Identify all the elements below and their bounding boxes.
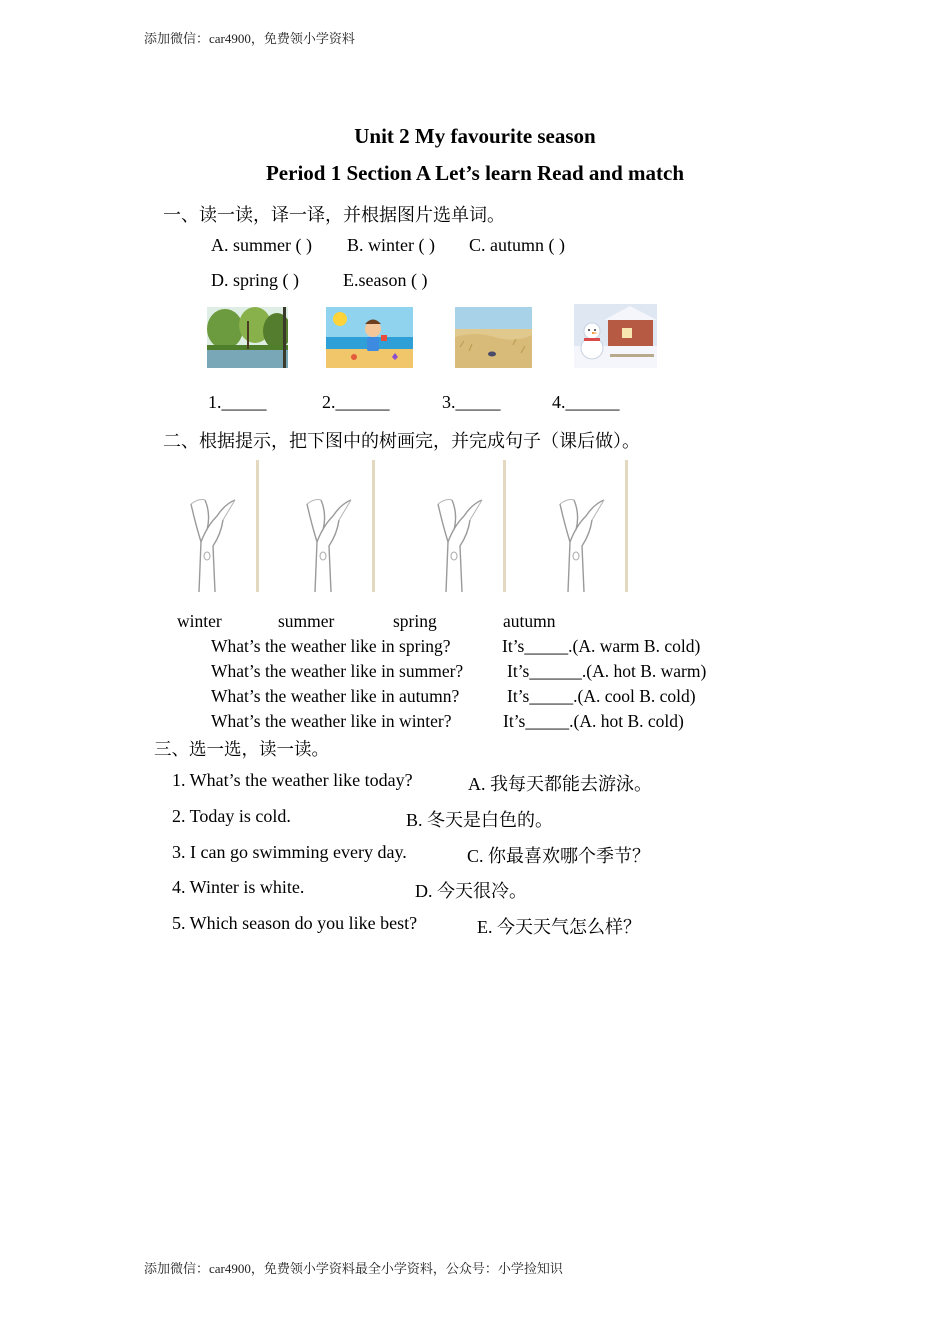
match-left-5: 5. Which season do you like best? <box>172 913 418 933</box>
page-header: 添加微信：car4900，免费领小学资料 <box>144 31 355 46</box>
unit-title: Unit 2 My favourite season <box>354 124 596 148</box>
tree-outline-autumn[interactable] <box>546 460 628 592</box>
blank-3[interactable]: 3._____ <box>442 392 501 412</box>
blank-4[interactable]: 4.______ <box>552 392 620 412</box>
tree-outline-spring[interactable] <box>424 460 506 592</box>
match-right-b: B. 冬天是白色的。 <box>406 810 554 830</box>
weather-answer-summer: It’s______.(A. hot B. warm) <box>507 661 707 681</box>
page-footer: 添加微信：car4900，免费领小学资料最全小学资料，公众号：小学捡知识 <box>144 1261 563 1276</box>
section3-heading: 三、选一选，读一读。 <box>154 739 329 759</box>
match-left-4: 4. Winter is white. <box>172 877 305 897</box>
section2-heading: 二、根据提示，把下图中的树画完，并完成句子（课后做）。 <box>163 431 640 451</box>
spring-picture <box>207 307 288 368</box>
autumn-picture <box>455 307 532 368</box>
period-title: Period 1 Section A Let’s learn Read and match <box>265 161 685 185</box>
word-option-a: A. summer ( ) <box>211 235 312 255</box>
season-label-winter: winter <box>177 611 222 631</box>
match-right-e: E. 今天天气怎么样？ <box>477 917 641 937</box>
weather-question-summer: What’s the weather like in summer? <box>211 661 464 681</box>
word-option-b: B. winter ( ) <box>347 235 435 255</box>
weather-answer-autumn: It’s_____.(A. cool B. cold) <box>507 686 696 706</box>
season-label-autumn: autumn <box>503 611 556 631</box>
season-label-spring: spring <box>393 611 437 631</box>
season-label-summer: summer <box>278 611 335 631</box>
tree-outline-winter[interactable] <box>177 460 259 592</box>
match-right-c: C. 你最喜欢哪个季节？ <box>467 846 651 866</box>
section1-heading: 一、读一读，译一译，并根据图片选单词。 <box>163 205 505 225</box>
weather-answer-winter: It’s_____.(A. hot B. cold) <box>503 711 684 731</box>
word-option-d: D. spring ( ) <box>211 270 299 290</box>
weather-question-winter: What’s the weather like in winter? <box>211 711 452 731</box>
match-left-2: 2. Today is cold. <box>172 806 291 826</box>
match-left-1: 1. What’s the weather like today? <box>172 770 413 790</box>
summer-picture <box>326 307 413 368</box>
weather-question-autumn: What’s the weather like in autumn? <box>211 686 460 706</box>
weather-answer-spring: It’s_____.(A. warm B. cold) <box>502 636 701 656</box>
blank-2[interactable]: 2.______ <box>322 392 390 412</box>
tree-outline-summer[interactable] <box>293 460 375 592</box>
match-right-a: A. 我每天都能去游泳。 <box>468 774 652 794</box>
match-left-3: 3. I can go swimming every day. <box>172 842 407 862</box>
word-option-e: E.season ( ) <box>343 270 428 290</box>
weather-question-spring: What’s the weather like in spring? <box>211 636 451 656</box>
blank-1[interactable]: 1._____ <box>208 392 267 412</box>
word-option-c: C. autumn ( ) <box>469 235 565 255</box>
winter-picture <box>574 304 657 368</box>
match-right-d: D. 今天很冷。 <box>415 881 527 901</box>
